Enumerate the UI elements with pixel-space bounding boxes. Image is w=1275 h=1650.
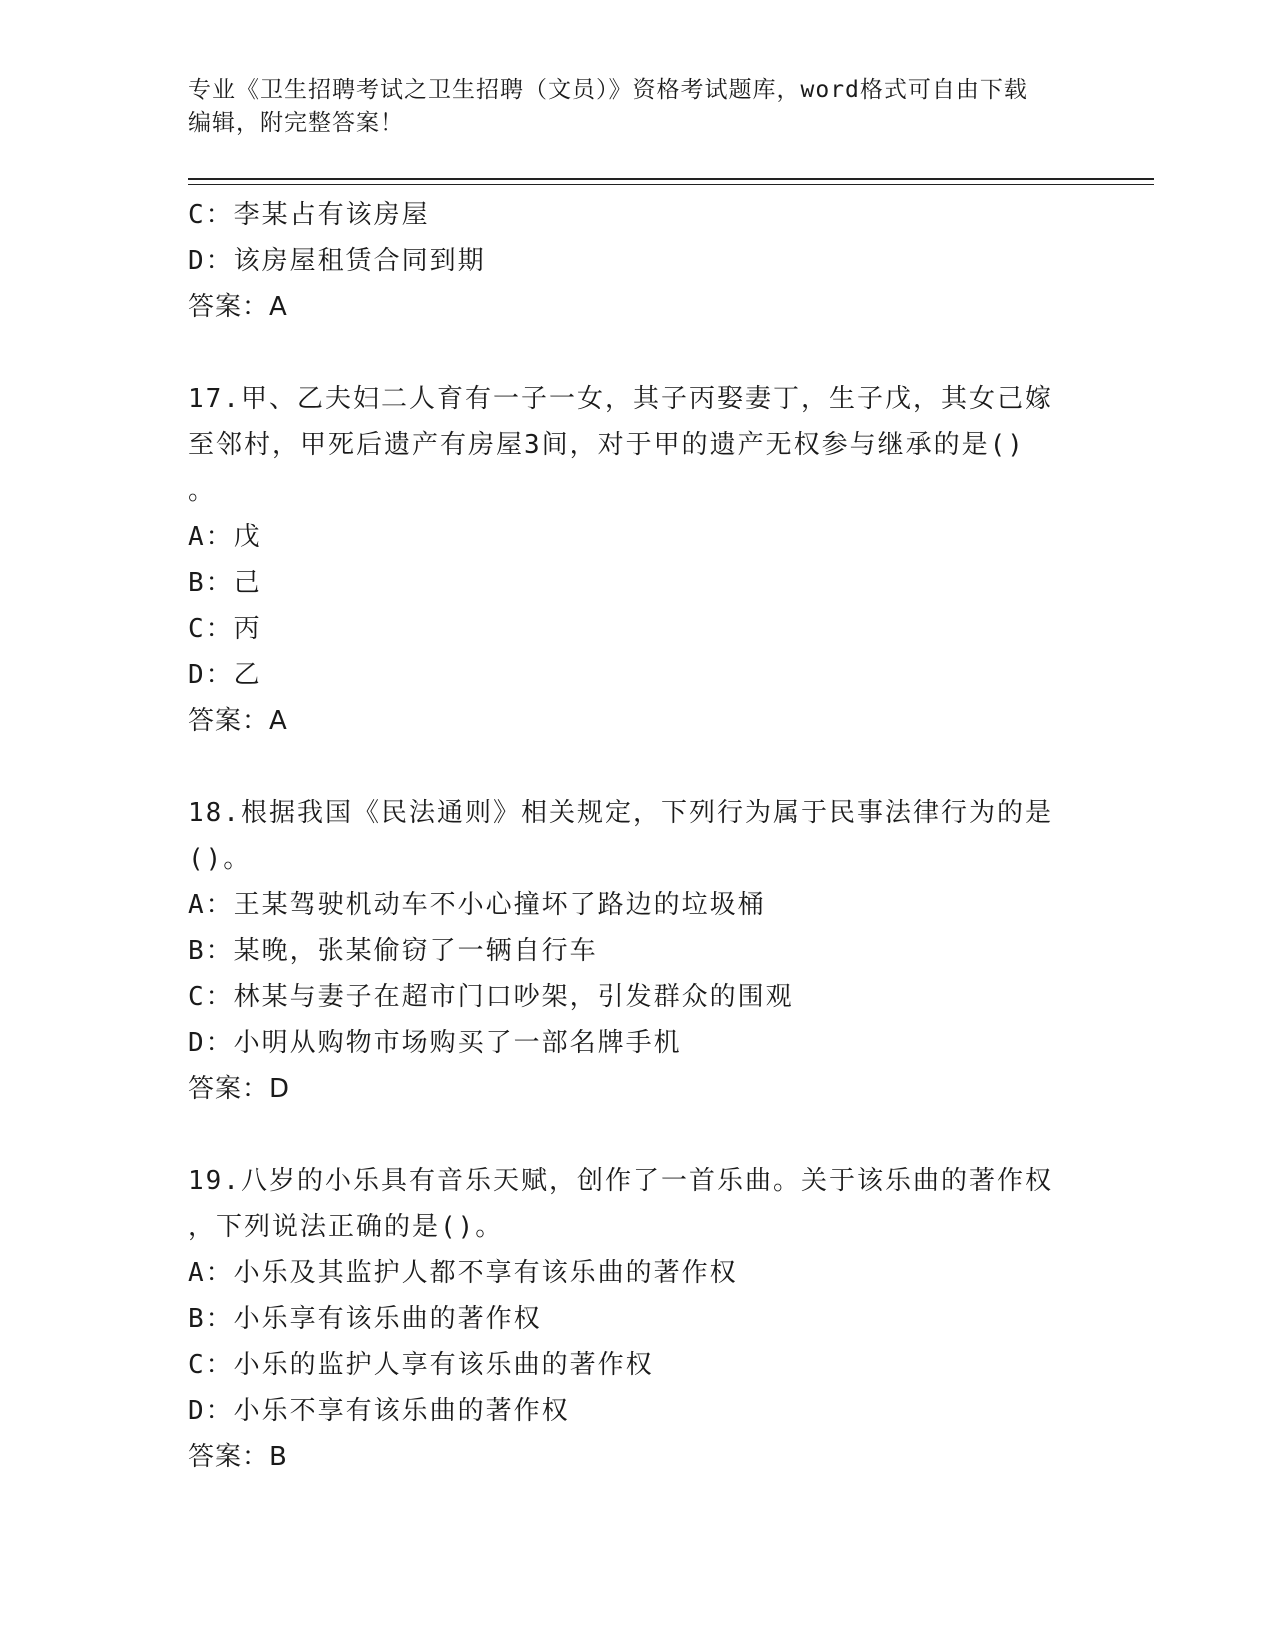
- option-c: C：小乐的监护人享有该乐曲的著作权: [188, 1350, 654, 1380]
- option-b: B：小乐享有该乐曲的著作权: [188, 1304, 542, 1334]
- question-content: [188, 192, 1088, 1480]
- option-d: D：乙: [188, 660, 262, 690]
- answer-label: 答案：A: [188, 706, 288, 736]
- question-text-line-3: 。: [188, 476, 217, 506]
- spacer: [188, 1112, 1088, 1158]
- option-a: A：戊: [188, 522, 262, 552]
- question-text-line-2: ，下列说法正确的是()。: [188, 1212, 504, 1242]
- answer-label: 答案：D: [188, 1074, 291, 1104]
- option-d: D：该房屋租赁合同到期: [188, 246, 486, 276]
- question-text-line-2: ()。: [188, 844, 252, 874]
- option-d: D：小乐不享有该乐曲的著作权: [188, 1396, 570, 1426]
- answer-label: 答案：A: [188, 292, 288, 322]
- option-a: A：王某驾驶机动车不小心撞坏了路边的垃圾桶: [188, 890, 766, 920]
- question-17: [188, 376, 1088, 744]
- option-c: C：林某与妻子在超市门口吵架，引发群众的围观: [188, 982, 794, 1012]
- option-c: C：李某占有该房屋: [188, 200, 430, 230]
- option-a: A：小乐及其监护人都不享有该乐曲的著作权: [188, 1258, 738, 1288]
- spacer: [188, 744, 1088, 790]
- option-d: D：小明从购物市场购买了一部名牌手机: [188, 1028, 682, 1058]
- question-text-line-1: 17.甲、乙夫妇二人育有一子一女，其子丙娶妻丁，生子戊，其女己嫁: [188, 384, 1053, 414]
- page-header: [188, 74, 1088, 140]
- header-line-2: 编辑，附完整答案！: [188, 110, 404, 136]
- header-line-1: 专业《卫生招聘考试之卫生招聘（文员）》资格考试题库，word格式可自由下载: [188, 77, 1028, 103]
- option-c: C：丙: [188, 614, 262, 644]
- question-text-line-1: 18.根据我国《民法通则》相关规定，下列行为属于民事法律行为的是: [188, 798, 1053, 828]
- header-divider-thin: [188, 184, 1154, 185]
- spacer: [188, 330, 1088, 376]
- header-divider-thick: [188, 178, 1154, 180]
- question-text-line-1: 19.八岁的小乐具有音乐天赋，创作了一首乐曲。关于该乐曲的著作权: [188, 1166, 1053, 1196]
- question-16-tail: [188, 192, 1088, 330]
- question-text-line-2: 至邻村，甲死后遗产有房屋3间，对于甲的遗产无权参与继承的是(): [188, 430, 1025, 460]
- question-19: [188, 1158, 1088, 1480]
- answer-label: 答案：B: [188, 1442, 288, 1472]
- option-b: B：己: [188, 568, 262, 598]
- question-18: [188, 790, 1088, 1112]
- option-b: B：某晚，张某偷窃了一辆自行车: [188, 936, 598, 966]
